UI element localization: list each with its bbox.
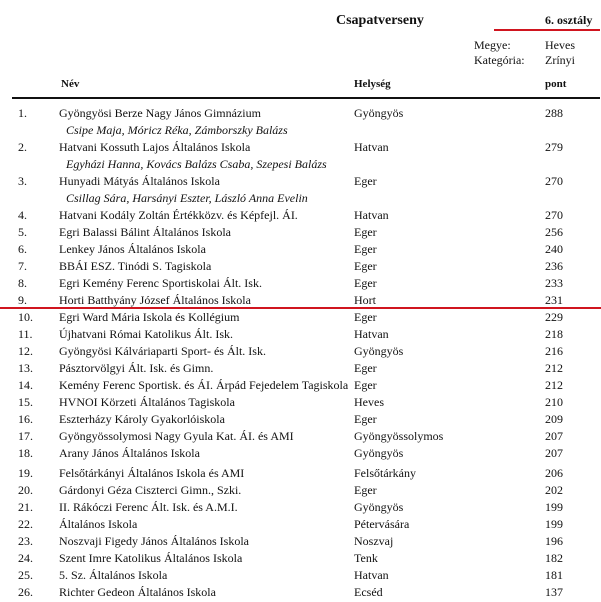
meta-category-label: Kategória:	[474, 53, 525, 67]
team-points: 181	[545, 568, 563, 582]
rank-number: 8.	[18, 276, 27, 290]
school-name: Általános Iskola	[59, 517, 138, 531]
school-place: Eger	[354, 378, 377, 392]
team-points: 240	[545, 242, 563, 256]
team-points: 137	[545, 585, 563, 599]
school-name: Horti Batthyány József Általános Iskola	[59, 293, 251, 307]
header-rule	[12, 97, 600, 99]
school-place: Eger	[354, 310, 377, 324]
team-members: Csipe Maja, Móricz Réka, Zámborszky Balázs	[66, 123, 288, 137]
cutoff-line	[0, 307, 601, 309]
school-name: Gyöngyössolymosi Nagy Gyula Kat. ÁI. és AMI	[59, 429, 294, 443]
rank-number: 24.	[18, 551, 33, 565]
rank-number: 6.	[18, 242, 27, 256]
school-place: Hatvan	[354, 140, 389, 154]
rank-number: 4.	[18, 208, 27, 222]
school-place: Eger	[354, 412, 377, 426]
team-points: 182	[545, 551, 563, 565]
school-place: Hatvan	[354, 568, 389, 582]
rank-number: 11.	[18, 327, 33, 341]
team-points: 218	[545, 327, 563, 341]
school-name: Szent Imre Katolikus Általános Iskola	[59, 551, 243, 565]
school-name: Pásztorvölgyi Ált. Isk. és Gimn.	[59, 361, 214, 375]
rank-number: 19.	[18, 466, 33, 480]
table-row	[0, 446, 601, 463]
table-row	[0, 466, 601, 483]
table-row	[0, 106, 601, 123]
school-name: II. Rákóczi Ferenc Ált. Isk. és A.M.I.	[59, 500, 238, 514]
school-name: Hatvani Kossuth Lajos Általános Iskola	[59, 140, 251, 154]
table-row	[0, 174, 601, 191]
grade-label: 6. osztály	[545, 13, 593, 27]
school-name: Hunyadi Mátyás Általános Iskola	[59, 174, 220, 188]
table-row	[0, 140, 601, 157]
school-place: Hatvan	[354, 327, 389, 341]
table-row	[0, 361, 601, 378]
table-row	[0, 225, 601, 242]
team-points: 207	[545, 446, 563, 460]
team-points: 209	[545, 412, 563, 426]
school-name: HVNOI Körzeti Általános Tagiskola	[59, 395, 235, 409]
school-name: Arany János Általános Iskola	[59, 446, 200, 460]
table-row	[0, 534, 601, 551]
meta-category-value: Zrínyi	[545, 53, 575, 67]
school-name: Richter Gedeon Általános Iskola	[59, 585, 216, 599]
rank-number: 2.	[18, 140, 27, 154]
team-points: 236	[545, 259, 563, 273]
team-members: Csillag Sára, Harsányi Eszter, László Anna Evelin	[66, 191, 308, 205]
school-place: Eger	[354, 361, 377, 375]
team-points: 216	[545, 344, 563, 358]
school-place: Eger	[354, 259, 377, 273]
table-row	[0, 483, 601, 500]
column-header-name: Név	[61, 78, 80, 90]
meta-county-label: Megye:	[474, 38, 511, 52]
school-name: Egri Kemény Ferenc Sportiskolai Ált. Isk.	[59, 276, 262, 290]
table-row	[0, 378, 601, 395]
school-name: Újhatvani Római Katolikus Ált. Isk.	[59, 327, 233, 341]
rank-number: 17.	[18, 429, 33, 443]
team-points: 270	[545, 208, 563, 222]
school-name: Egri Ward Mária Iskola és Kollégium	[59, 310, 240, 324]
school-name: Gyöngyösi Kálváriaparti Sport- és Ált. Isk.	[59, 344, 266, 358]
rank-number: 10.	[18, 310, 33, 324]
school-place: Gyöngyös	[354, 106, 404, 120]
rank-number: 18.	[18, 446, 33, 460]
table-row	[0, 517, 601, 534]
column-header-points: pont	[545, 78, 567, 90]
table-row	[0, 344, 601, 361]
school-name: Lenkey János Általános Iskola	[59, 242, 206, 256]
rank-number: 23.	[18, 534, 33, 548]
team-points: 210	[545, 395, 563, 409]
school-name: 5. Sz. Általános Iskola	[59, 568, 168, 582]
school-place: Eger	[354, 276, 377, 290]
school-name: Felsőtárkányi Általános Iskola és AMI	[59, 466, 245, 480]
rank-number: 26.	[18, 585, 33, 599]
school-place: Gyöngyös	[354, 446, 404, 460]
table-row	[0, 412, 601, 429]
team-points: 202	[545, 483, 563, 497]
school-place: Pétervására	[354, 517, 410, 531]
school-name: Gárdonyi Géza Ciszterci Gimn., Szki.	[59, 483, 242, 497]
school-place: Gyöngyös	[354, 500, 404, 514]
table-row	[0, 310, 601, 327]
team-points: 288	[545, 106, 563, 120]
school-place: Hort	[354, 293, 376, 307]
grade-underline	[494, 29, 600, 31]
table-row	[0, 242, 601, 259]
school-place: Heves	[354, 395, 384, 409]
school-place: Eger	[354, 483, 377, 497]
table-row	[0, 551, 601, 568]
rank-number: 7.	[18, 259, 27, 273]
school-name: Egri Balassi Bálint Általános Iskola	[59, 225, 231, 239]
page-title: Csapatverseny	[336, 13, 424, 28]
school-place: Ecséd	[354, 585, 383, 599]
school-name: Hatvani Kodály Zoltán Értékközv. és Képfejl. ÁI.	[59, 208, 298, 222]
rank-number: 22.	[18, 517, 33, 531]
table-row	[0, 429, 601, 446]
team-members: Egyházi Hanna, Kovács Balázs Csaba, Szepesi Balázs	[66, 157, 327, 171]
table-row	[0, 327, 601, 344]
school-place: Hatvan	[354, 208, 389, 222]
team-points: 199	[545, 500, 563, 514]
rank-number: 16.	[18, 412, 33, 426]
rank-number: 9.	[18, 293, 27, 307]
rank-number: 14.	[18, 378, 33, 392]
school-place: Tenk	[354, 551, 378, 565]
table-row	[0, 585, 601, 602]
school-place: Gyöngyössolymos	[354, 429, 444, 443]
team-points: 212	[545, 378, 563, 392]
rank-number: 13.	[18, 361, 33, 375]
team-points: 229	[545, 310, 563, 324]
school-name: Gyöngyösi Berze Nagy János Gimnázium	[59, 106, 261, 120]
school-name: Noszvaji Figedy János Általános Iskola	[59, 534, 249, 548]
school-place: Eger	[354, 225, 377, 239]
school-name: Eszterházy Károly Gyakorlóiskola	[59, 412, 225, 426]
team-points: 199	[545, 517, 563, 531]
team-points: 207	[545, 429, 563, 443]
school-place: Eger	[354, 174, 377, 188]
school-place: Gyöngyös	[354, 344, 404, 358]
team-points: 279	[545, 140, 563, 154]
column-header-place: Helység	[354, 78, 391, 90]
rank-number: 1.	[18, 106, 27, 120]
rank-number: 15.	[18, 395, 33, 409]
team-points: 212	[545, 361, 563, 375]
table-row	[0, 276, 601, 293]
team-points: 206	[545, 466, 563, 480]
school-place: Felsőtárkány	[354, 466, 416, 480]
rank-number: 20.	[18, 483, 33, 497]
rank-number: 5.	[18, 225, 27, 239]
school-name: BBÁI ESZ. Tinódi S. Tagiskola	[59, 259, 212, 273]
table-row	[0, 208, 601, 225]
team-points: 256	[545, 225, 563, 239]
rank-number: 21.	[18, 500, 33, 514]
table-row	[0, 500, 601, 517]
school-place: Noszvaj	[354, 534, 394, 548]
rank-number: 25.	[18, 568, 33, 582]
school-place: Eger	[354, 242, 377, 256]
table-row	[0, 395, 601, 412]
school-name: Kemény Ferenc Sportisk. és ÁI. Árpád Fejedelem Tagiskola	[59, 378, 349, 392]
rank-number: 3.	[18, 174, 27, 188]
team-points: 270	[545, 174, 563, 188]
meta-county-value: Heves	[545, 38, 575, 52]
team-points: 196	[545, 534, 563, 548]
rank-number: 12.	[18, 344, 33, 358]
table-row	[0, 568, 601, 585]
team-points: 233	[545, 276, 563, 290]
table-row	[0, 259, 601, 276]
team-points: 231	[545, 293, 563, 307]
